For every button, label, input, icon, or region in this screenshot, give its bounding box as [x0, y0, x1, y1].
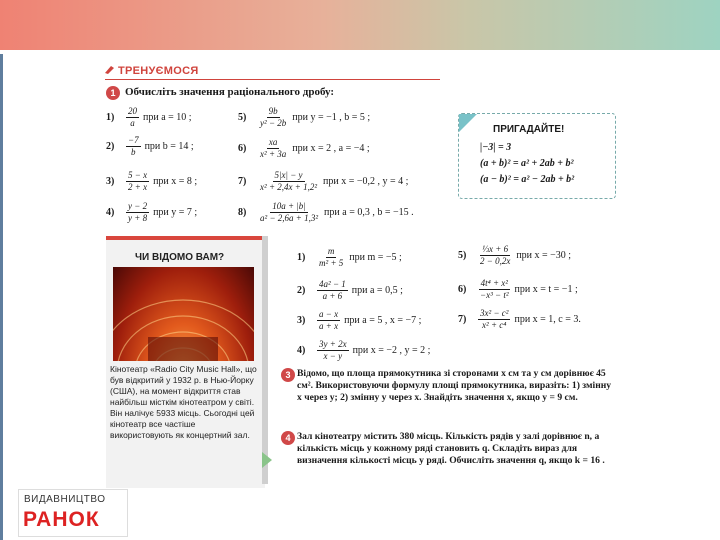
item-number: 2): [297, 285, 306, 296]
condition: при x = −30 ;: [516, 250, 572, 261]
item-number: 7): [458, 314, 467, 325]
condition: при a = 5 , x = −7 ;: [344, 315, 422, 326]
item-number: 3): [106, 176, 115, 187]
condition: при m = −5 ;: [349, 252, 402, 263]
item-number: 1): [106, 112, 115, 123]
remind-formula: (a + b)² = a² + 2ab + b²: [480, 158, 574, 169]
pencil-icon: [105, 65, 115, 74]
fraction: [317, 309, 340, 332]
exercise-item: [106, 201, 197, 224]
item-number: 1): [297, 252, 306, 263]
item-number: 7): [238, 176, 247, 187]
exercise-item: [106, 106, 192, 129]
fraction: [258, 170, 319, 193]
numerator: a − x: [319, 309, 339, 319]
publisher-name: РАНОК: [23, 508, 100, 531]
task-title: Обчисліть значення раціонального дробу:: [125, 86, 335, 98]
fraction: [317, 246, 345, 269]
numerator: xa: [268, 137, 278, 147]
section-divider: [105, 79, 440, 80]
fraction: [126, 135, 141, 158]
fraction: [317, 279, 348, 302]
remind-formula: |−3| = 3: [480, 142, 512, 153]
exercise-item: [458, 278, 578, 301]
condition: при y = −1 , b = 5 ;: [292, 112, 371, 123]
item-number: 4): [106, 207, 115, 218]
left-border-line: [0, 54, 3, 540]
item-number: 2): [106, 141, 115, 152]
fraction: [126, 106, 139, 129]
did-you-know-text: Кінотеатр «Radio City Music Hall», що був відкритий у 1932 р. в Нью-Йорку (США), на момент відкриття став найбільш місткім кінотеатром у світі. Він налічує 5933 місць. Сьогодні цей кінотеатр все частіше використовують як концертний зал.: [110, 364, 257, 440]
numerator: 3y + 2x: [319, 339, 347, 349]
fraction: [478, 308, 510, 331]
exercise-item: [297, 246, 402, 269]
fraction: [258, 106, 288, 129]
header-gradient-bar: [0, 0, 720, 50]
numerator: 9b: [268, 106, 278, 116]
publisher-label: ВИДАВНИЦТВО: [24, 494, 106, 505]
denominator: 2 + x: [128, 182, 148, 192]
task-number-badge: 3: [281, 368, 295, 382]
task-number-badge: 4: [281, 431, 295, 445]
item-number: 5): [458, 250, 467, 261]
denominator: b: [131, 147, 136, 157]
condition: при a = 10 ;: [143, 112, 192, 123]
numerator: y − 2: [128, 201, 148, 211]
task4-text: Зал кінотеатру містить 380 місць. Кількість рядів у залі дорівнює n, а кількість місць у кожному ряді становить q. Складіть вираз для визначення кількості місць у ряді. Обчисліть значення q, якщо k = 16 .: [297, 431, 605, 466]
denominator: a: [130, 118, 135, 128]
denominator: x² + 3a: [260, 149, 287, 159]
item-number: 8): [238, 207, 247, 218]
exercise-item: [106, 170, 197, 193]
exercise-item: [238, 201, 414, 224]
denominator: x² + c⁴: [482, 320, 507, 330]
condition: при x = 2 , a = −4 ;: [292, 143, 370, 154]
condition: при x = t = −1 ;: [514, 284, 578, 295]
exercise-item: [458, 244, 571, 267]
denominator: a + x: [319, 321, 339, 331]
did-you-know-title: ЧИ ВІДОМО ВАМ?: [135, 252, 225, 263]
exercise-item: [297, 339, 430, 362]
condition: при a = 0,5 ;: [351, 285, 403, 296]
numerator: 5 − x: [128, 170, 148, 180]
numerator: 4a² − 1: [319, 279, 346, 289]
item-number: 5): [238, 112, 247, 123]
condition: при x = −2 , y = 2 ;: [352, 345, 431, 356]
section-heading: [105, 65, 199, 77]
theater-arches-image: [113, 267, 254, 361]
corner-icon: [459, 114, 477, 132]
section-title: ТРЕНУЄМОСЯ: [118, 65, 199, 77]
exercise-item: [297, 309, 421, 332]
condition: при y = 7 ;: [153, 207, 198, 218]
denominator: a + 6: [322, 291, 343, 301]
fraction: [478, 244, 512, 267]
denominator: a² − 2,6a + 1,3²: [260, 213, 319, 223]
numerator: m: [327, 246, 335, 256]
theater-photo: [113, 267, 254, 361]
fraction: [126, 201, 149, 224]
denominator: y + 8: [128, 213, 148, 223]
denominator: 2 − 0,2x: [480, 256, 511, 266]
numerator: 4t⁴ + x²: [480, 278, 508, 288]
denominator: m² + 5: [319, 258, 344, 268]
task3-text: Відомо, що площа прямокутника зі сторонами x см та y см дорівнює 45 см². Використовуючи формулу площі прямокутника, виразіть: 1) змінну x через y; 2) змінну y через x. Знайдіть значення x, якщо y = 9 см.: [297, 368, 612, 403]
denominator: −x³ − t²: [480, 290, 509, 300]
numerator: 5|x| − y: [274, 170, 303, 180]
denominator: x² + 2,4x + 1,2²: [260, 182, 318, 192]
arrow-marker-icon: [262, 452, 272, 468]
condition: при x = 8 ;: [153, 176, 198, 187]
remind-title: ПРИГАДАЙТЕ!: [493, 124, 565, 135]
fraction: [478, 278, 511, 301]
item-number: 3): [297, 315, 306, 326]
denominator: y² − 2b: [260, 118, 287, 128]
exercise-item: [238, 106, 370, 129]
exercise-item: [238, 137, 370, 160]
exercise-item: [238, 170, 408, 193]
fraction: [317, 339, 349, 362]
task-number-badge: 1: [106, 86, 120, 100]
fraction: [126, 170, 149, 193]
fraction: [258, 137, 288, 160]
item-number: 4): [297, 345, 306, 356]
exercise-item: [106, 135, 194, 158]
fraction: [258, 201, 320, 224]
item-number: 6): [458, 284, 467, 295]
condition: при x = −0,2 , y = 4 ;: [323, 176, 409, 187]
condition: при b = 14 ;: [144, 141, 194, 152]
exercise-item: [458, 308, 581, 331]
condition: при x = 1, c = 3.: [514, 314, 581, 325]
did-you-know-strip: [262, 236, 268, 484]
numerator: −7: [128, 135, 139, 145]
exercise-item: [297, 279, 403, 302]
numerator: 20: [128, 106, 137, 116]
numerator: 3x² − c²: [480, 308, 509, 318]
item-number: 6): [238, 143, 247, 154]
denominator: x − y: [323, 351, 343, 361]
remind-formula: (a − b)² = a² − 2ab + b²: [480, 174, 575, 185]
numerator: 10a + |b|: [272, 201, 306, 211]
condition: при a = 0,3 , b = −15 .: [324, 207, 414, 218]
numerator: ⅓x + 6: [482, 244, 509, 254]
